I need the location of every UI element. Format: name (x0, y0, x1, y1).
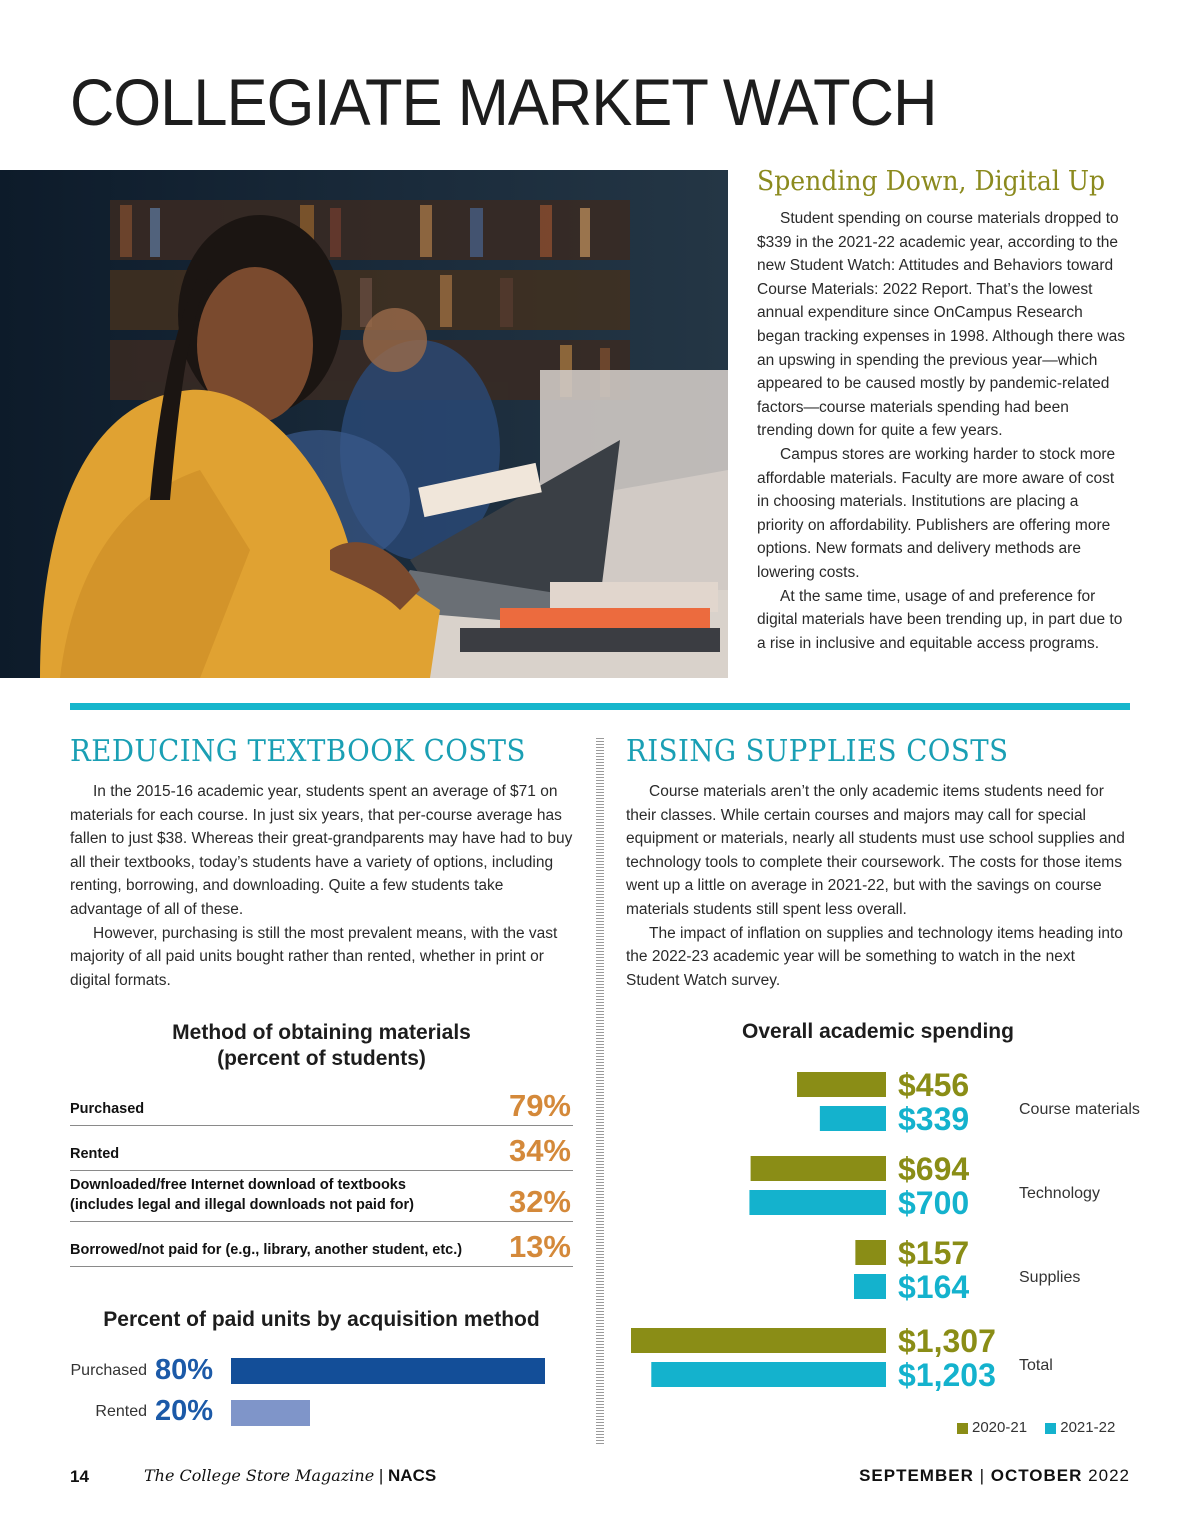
reducing-costs-paragraph: However, purchasing is still the most prevalent means, with the vast majority of all paid units bought rather than rented, whether in print or digital formats. (70, 924, 558, 989)
spending-value-label: $694 (898, 1151, 970, 1187)
method-label-line1: Downloaded/free Internet download of textbooks (70, 1177, 406, 1193)
method-row-purchased (70, 1085, 573, 1126)
column-divider (596, 738, 604, 1444)
rising-supplies-article (626, 780, 1130, 992)
spending-bar-2021-22-supplies (854, 1274, 886, 1299)
issue-month: SEPTEMBER (859, 1466, 974, 1485)
footer-issue-date: SEPTEMBER | OCTOBER 2022 (859, 1466, 1130, 1485)
spending-bar-2021-22-course-materials (820, 1106, 886, 1131)
method-row-rented (70, 1127, 573, 1171)
legend-swatch (1045, 1423, 1056, 1434)
legend-item-2020-21 (957, 1419, 1027, 1436)
paid-units-value-purchased: 80% (155, 1354, 214, 1386)
method-table-title-line1: Method of obtaining materials (172, 1021, 471, 1044)
intro-article (757, 207, 1129, 655)
spending-value-label: $1,307 (898, 1323, 996, 1359)
spending-bar-2021-22-total (651, 1362, 886, 1387)
rising-supplies-heading: RISING SUPPLIES COSTS (626, 734, 1009, 769)
rising-supplies-paragraph: Course materials aren’t the only academic items students need for their classes. While certain courses and majors may call for special equipment or materials, nearly all students must use school supplies and technology tools to complete their coursework. The costs for those items went up a little on average in 2021-22, but with the savings on course materials students still spent less overall. (626, 783, 1125, 918)
spending-category-label: Technology (1019, 1185, 1100, 1202)
spending-chart (620, 1060, 1180, 1400)
spending-value-label: $456 (898, 1067, 970, 1103)
spending-chart-title: Overall academic spending (742, 1020, 1014, 1043)
reducing-costs-paragraph: In the 2015-16 academic year, students spent an average of $71 on materials for each course. In just six years, that per-course average has fallen to just $38. Whereas their great-grandparents may have had to buy all their textbooks, today’s students have a variety of options, including renting, borrowing, and downloading. Quite a few students take advantage of all of these. (70, 783, 573, 918)
method-value: 13% (508, 1229, 571, 1264)
rising-supplies-paragraph: The impact of inflation on supplies and technology items heading into the 2022-23 academic year will be something to watch in the next Student Watch survey. (626, 924, 1123, 989)
intro-paragraph: At the same time, usage of and preference for digital materials have been trending up, in part due to a rise in inclusive and equitable access programs. (757, 587, 1123, 652)
paid-units-value-rented: 20% (155, 1395, 214, 1427)
spending-value-label: $164 (898, 1269, 970, 1305)
method-value: 34% (508, 1133, 571, 1168)
paid-units-bar-purchased (231, 1358, 545, 1384)
spending-category-label: Total (1019, 1357, 1053, 1374)
issue-month-2: OCTOBER (990, 1466, 1083, 1485)
method-table-title (70, 1020, 573, 1072)
method-label: Purchased (70, 1101, 145, 1117)
reducing-costs-article (70, 780, 576, 992)
issue-year: 2022 (1088, 1466, 1130, 1485)
spending-bar-2020-21-supplies (855, 1240, 886, 1265)
section-divider (70, 703, 1130, 710)
legend-label: 2021-22 (1060, 1419, 1116, 1436)
method-row-downloaded (70, 1172, 573, 1222)
spending-value-label: $1,203 (898, 1357, 996, 1393)
legend-item-2021-22 (1045, 1419, 1115, 1436)
method-label-line2: (includes legal and illegal downloads not paid for) (70, 1197, 414, 1213)
spending-value-label: $339 (898, 1101, 970, 1137)
spending-legend (957, 1419, 1129, 1436)
spending-bar-2021-22-technology (749, 1190, 886, 1215)
paid-units-label-purchased: Purchased (70, 1362, 147, 1379)
intro-heading: Spending Down, Digital Up (757, 166, 1106, 197)
reducing-costs-heading: REDUCING TEXTBOOK COSTS (70, 734, 526, 769)
spending-bar-2020-21-total (631, 1328, 886, 1353)
legend-label: 2020-21 (972, 1419, 1028, 1436)
method-table-title-line2: (percent of students) (217, 1047, 426, 1070)
method-row-borrowed (70, 1223, 573, 1267)
spending-value-label: $700 (898, 1185, 970, 1221)
method-value: 79% (508, 1088, 571, 1123)
spending-bar-2020-21-technology (751, 1156, 886, 1181)
intro-paragraph: Student spending on course materials dropped to $339 in the 2021-22 academic year, according to the new Student Watch: Attitudes and Behaviors toward Course Materials: 2022 Report. That’s the lowest annual expenditure since OnCampus Research began tracking expenses in 1998. Although there was an upswing in spending the previous year—which appeared to be caused mostly by pandemic-related factors—course materials spending had been trending down for quite a few years. (757, 210, 1125, 440)
spending-value-label: $157 (898, 1235, 970, 1271)
legend-swatch (957, 1423, 968, 1434)
spending-category-label: Course materials (1019, 1101, 1140, 1118)
footer-publication (144, 1466, 436, 1486)
method-label: Borrowed/not paid for (e.g., library, another student, etc.) (70, 1242, 463, 1258)
paid-units-label-rented: Rented (95, 1403, 147, 1420)
page-title: COLLEGIATE MARKET WATCH (70, 65, 937, 139)
org-name: NACS (388, 1466, 437, 1485)
paid-units-title: Percent of paid units by acquisition method (103, 1308, 540, 1331)
paid-units-bar-rented (231, 1400, 310, 1426)
method-label: Rented (70, 1146, 120, 1162)
intro-paragraph: Campus stores are working harder to stock more affordable materials. Faculty are more aware of cost in choosing materials. Institutions are placing a priority on affordability. Publishers are offering more options. New formats and delivery methods are lowering costs. (757, 445, 1116, 581)
student-studying-photo (0, 170, 728, 678)
method-value: 32% (508, 1184, 571, 1219)
spending-bar-2020-21-course-materials (797, 1072, 886, 1097)
magazine-name: The College Store Magazine (144, 1466, 375, 1485)
method-label (70, 1175, 414, 1215)
footer-separator: | (374, 1466, 389, 1485)
spending-category-label: Supplies (1019, 1269, 1081, 1286)
page-number: 14 (70, 1467, 89, 1486)
